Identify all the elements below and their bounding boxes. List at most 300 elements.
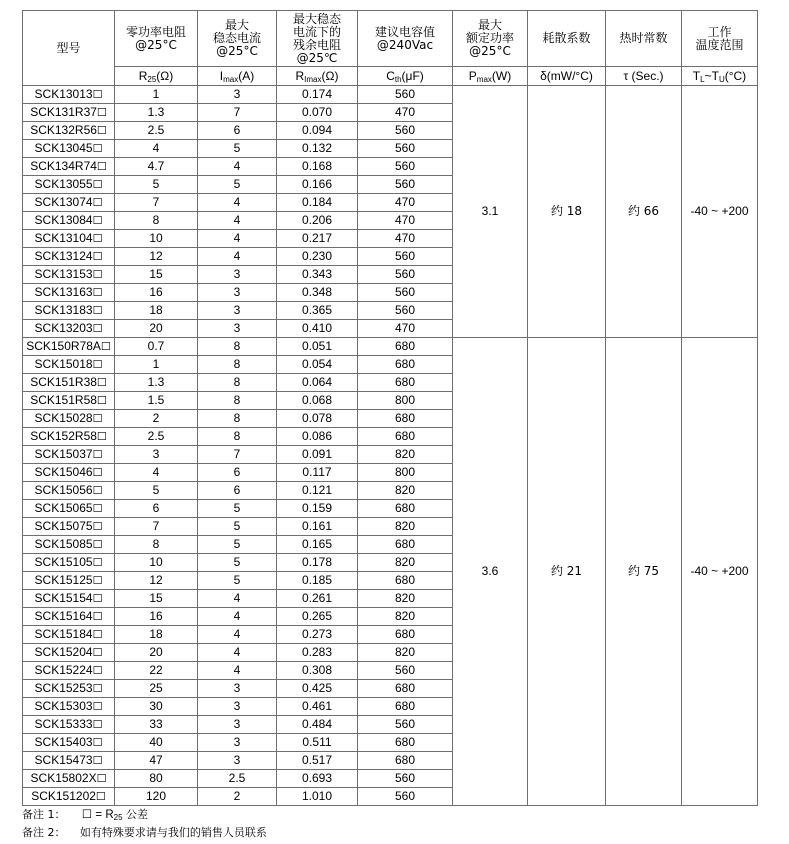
tolerance-box-symbol: ☐	[96, 430, 107, 443]
cell-imax: 4	[198, 662, 277, 680]
cell-rimax: 0.206	[277, 212, 358, 230]
cell-cth: 560	[358, 176, 453, 194]
cell-imax: 4	[198, 644, 277, 662]
cell-model	[23, 230, 115, 248]
cell-cth: 680	[358, 572, 453, 590]
cell-r25: 4.7	[115, 158, 198, 176]
model-code: SCK13013	[34, 87, 93, 101]
cell-imax: 7	[198, 104, 277, 122]
cell-rimax: 0.070	[277, 104, 358, 122]
header-max-steady-current: 最大 稳态电流 @25°C	[198, 11, 277, 67]
cell-cth: 470	[358, 104, 453, 122]
unit-max-rated-power	[453, 67, 528, 86]
model-code: SCK15224	[34, 663, 93, 677]
cell-model	[23, 536, 115, 554]
model-code: SCK15154	[34, 591, 93, 605]
tolerance-box-symbol: ☐	[92, 646, 103, 659]
note-2-label: 备注 2：	[22, 826, 66, 839]
cell-r25: 7	[115, 194, 198, 212]
unit-part-sub: max	[223, 74, 239, 84]
tolerance-box-symbol: ☐	[92, 628, 103, 641]
cell-r25: 40	[115, 734, 198, 752]
model-code: SCK152R58	[30, 429, 97, 443]
cell-imax: 4	[198, 248, 277, 266]
cell-rimax: 0.094	[277, 122, 358, 140]
cell-imax: 3	[198, 266, 277, 284]
cell-r25: 47	[115, 752, 198, 770]
cell-model	[23, 572, 115, 590]
tolerance-box-symbol: ☐	[96, 160, 107, 173]
cell-model	[23, 374, 115, 392]
header-row-units	[23, 67, 758, 86]
cell-r25: 120	[115, 788, 198, 806]
cell-rimax: 0.091	[277, 446, 358, 464]
cell-r25: 10	[115, 230, 198, 248]
cell-r25: 12	[115, 572, 198, 590]
cell-imax: 4	[198, 608, 277, 626]
cell-rimax: 0.343	[277, 266, 358, 284]
cell-imax: 4	[198, 194, 277, 212]
cell-r25: 10	[115, 554, 198, 572]
cell-imax: 8	[198, 374, 277, 392]
cell-r25: 5	[115, 176, 198, 194]
cell-model	[23, 158, 115, 176]
cell-imax: 4	[198, 626, 277, 644]
cell-cth: 680	[358, 500, 453, 518]
cell-cth: 820	[358, 518, 453, 536]
header-model: 型号	[23, 11, 115, 86]
spec-table-body	[23, 86, 758, 806]
cell-rimax: 0.166	[277, 176, 358, 194]
cell-time-constant: 约 75	[606, 338, 682, 806]
cell-rimax: 0.161	[277, 518, 358, 536]
cell-r25: 25	[115, 680, 198, 698]
model-code: SCK15333	[34, 717, 93, 731]
cell-r25: 0.7	[115, 338, 198, 356]
model-code: SCK13203	[34, 321, 93, 335]
tolerance-box-symbol: ☐	[92, 466, 103, 479]
cell-cth: 560	[358, 716, 453, 734]
tolerance-box-symbol: ☐	[92, 412, 103, 425]
unit-part-tail: ~T	[704, 68, 719, 83]
unit-operating-temp-range	[682, 67, 758, 86]
tolerance-box-symbol: ☐	[92, 520, 103, 533]
cell-rimax: 0.230	[277, 248, 358, 266]
tolerance-box-symbol: ☐	[92, 754, 103, 767]
cell-imax: 8	[198, 356, 277, 374]
unit-part-main: R	[295, 68, 305, 83]
cell-cth: 560	[358, 284, 453, 302]
tolerance-box-symbol: ☐	[92, 664, 103, 677]
cell-imax: 2.5	[198, 770, 277, 788]
cell-imax: 6	[198, 464, 277, 482]
header-max-rated-power: 最大 额定功率 @25°C	[453, 11, 528, 67]
cell-r25: 2	[115, 410, 198, 428]
model-code: SCK13074	[34, 195, 93, 209]
cell-cth: 800	[358, 392, 453, 410]
cell-rimax: 0.064	[277, 374, 358, 392]
cell-imax: 3	[198, 752, 277, 770]
cell-cth: 560	[358, 770, 453, 788]
unit-part-tail: (Ω)	[156, 68, 174, 83]
cell-imax: 5	[198, 536, 277, 554]
cell-model	[23, 698, 115, 716]
cell-model	[23, 590, 115, 608]
cell-r25: 30	[115, 698, 198, 716]
model-code: SCK15253	[34, 681, 93, 695]
cell-model	[23, 608, 115, 626]
note-1	[22, 806, 267, 824]
unit-part-tail: (W)	[491, 68, 512, 83]
cell-pmax: 3.6	[453, 338, 528, 806]
cell-imax: 5	[198, 176, 277, 194]
cell-cth: 560	[358, 662, 453, 680]
note-1-sub: 25	[113, 813, 123, 822]
cell-model	[23, 392, 115, 410]
cell-cth: 470	[358, 320, 453, 338]
tolerance-box-symbol: ☐	[92, 736, 103, 749]
cell-rimax: 0.261	[277, 590, 358, 608]
tolerance-box-symbol: ☐	[92, 502, 103, 515]
model-code: SCK132R56	[30, 123, 97, 137]
cell-imax: 3	[198, 302, 277, 320]
cell-cth: 560	[358, 122, 453, 140]
unit-part-main: R	[138, 68, 148, 83]
tolerance-box-symbol: ☐	[92, 484, 103, 497]
model-code: SCK15125	[34, 573, 93, 587]
cell-model	[23, 320, 115, 338]
model-code: SCK13183	[34, 303, 93, 317]
cell-r25: 20	[115, 320, 198, 338]
spec-table	[22, 10, 758, 806]
tolerance-box-symbol: ☐	[92, 358, 103, 371]
cell-imax: 3	[198, 698, 277, 716]
unit-part-sub: 25	[147, 74, 157, 84]
unit-part-sub: max	[476, 74, 492, 84]
model-code: SCK15303	[34, 699, 93, 713]
cell-model	[23, 356, 115, 374]
cell-cth: 680	[358, 536, 453, 554]
cell-cth: 820	[358, 608, 453, 626]
cell-r25: 16	[115, 284, 198, 302]
cell-imax: 6	[198, 122, 277, 140]
cell-rimax: 0.425	[277, 680, 358, 698]
model-code: SCK15085	[34, 537, 93, 551]
cell-model	[23, 428, 115, 446]
tolerance-box-symbol: ☐	[92, 574, 103, 587]
cell-rimax: 0.078	[277, 410, 358, 428]
cell-model	[23, 680, 115, 698]
cell-imax: 7	[198, 446, 277, 464]
cell-model	[23, 644, 115, 662]
model-code: SCK150R78A	[26, 339, 101, 353]
cell-r25: 16	[115, 608, 198, 626]
model-code: SCK15075	[34, 519, 93, 533]
tolerance-box-symbol: ☐	[96, 376, 107, 389]
header-suggested-capacitance: 建议电容值 @240Vac	[358, 11, 453, 67]
cell-r25: 1.5	[115, 392, 198, 410]
model-code: SCK15473	[34, 753, 93, 767]
cell-r25: 15	[115, 266, 198, 284]
cell-rimax: 0.517	[277, 752, 358, 770]
unit-part-sub: th	[394, 74, 402, 84]
cell-rimax: 0.165	[277, 536, 358, 554]
cell-rimax: 0.174	[277, 86, 358, 104]
cell-cth: 470	[358, 194, 453, 212]
cell-cth: 680	[358, 734, 453, 752]
header-dissipation-factor: 耗散系数	[528, 11, 606, 67]
cell-model	[23, 86, 115, 104]
cell-rimax: 0.365	[277, 302, 358, 320]
cell-cth: 560	[358, 266, 453, 284]
cell-model	[23, 104, 115, 122]
tolerance-box-symbol: ☐	[92, 214, 103, 227]
cell-model	[23, 716, 115, 734]
cell-imax: 2	[198, 788, 277, 806]
cell-model	[23, 752, 115, 770]
model-code: SCK13153	[34, 267, 93, 281]
cell-imax: 5	[198, 518, 277, 536]
cell-model	[23, 482, 115, 500]
cell-cth: 680	[358, 626, 453, 644]
tolerance-box-symbol: ☐	[92, 322, 103, 335]
tolerance-box-symbol: ☐	[92, 556, 103, 569]
note-2	[22, 824, 267, 842]
cell-rimax: 0.184	[277, 194, 358, 212]
unit-part-main: C	[386, 68, 395, 83]
cell-r25: 18	[115, 302, 198, 320]
cell-imax: 3	[198, 284, 277, 302]
tolerance-box-symbol: ☐	[92, 250, 103, 263]
cell-cth: 560	[358, 86, 453, 104]
cell-dissipation: 约 18	[528, 86, 606, 338]
cell-imax: 4	[198, 212, 277, 230]
cell-imax: 5	[198, 140, 277, 158]
model-code: SCK15403	[34, 735, 93, 749]
cell-imax: 8	[198, 428, 277, 446]
cell-imax: 5	[198, 500, 277, 518]
model-code: SCK15018	[34, 357, 93, 371]
cell-rimax: 0.273	[277, 626, 358, 644]
tolerance-box-symbol: ☐	[92, 304, 103, 317]
tolerance-box-symbol: ☐	[92, 196, 103, 209]
cell-imax: 3	[198, 680, 277, 698]
model-code: SCK15037	[34, 447, 93, 461]
cell-rimax: 0.283	[277, 644, 358, 662]
model-code: SCK13104	[34, 231, 93, 245]
cell-imax: 5	[198, 572, 277, 590]
tolerance-box-symbol: ☐	[96, 772, 107, 785]
unit-part-sub2: U	[718, 74, 725, 84]
cell-model	[23, 194, 115, 212]
cell-cth: 820	[358, 554, 453, 572]
cell-model	[23, 284, 115, 302]
cell-r25: 18	[115, 626, 198, 644]
cell-rimax: 0.484	[277, 716, 358, 734]
model-code: SCK13163	[34, 285, 93, 299]
cell-r25: 7	[115, 518, 198, 536]
unit-part-main: τ (Sec.)	[623, 68, 664, 83]
model-code: SCK15164	[34, 609, 93, 623]
cell-temp-range: -40 ~ +200	[682, 86, 758, 338]
tolerance-box-symbol: ☐	[92, 88, 103, 101]
cell-r25: 33	[115, 716, 198, 734]
tolerance-box-symbol: ☐	[92, 142, 103, 155]
table-row	[23, 338, 758, 356]
cell-cth: 470	[358, 212, 453, 230]
cell-model	[23, 788, 115, 806]
cell-rimax: 0.308	[277, 662, 358, 680]
cell-cth: 680	[358, 428, 453, 446]
cell-r25: 8	[115, 536, 198, 554]
cell-imax: 4	[198, 158, 277, 176]
cell-rimax: 0.086	[277, 428, 358, 446]
note-1-text: ☐ = R	[81, 809, 114, 821]
cell-r25: 3	[115, 446, 198, 464]
cell-cth: 800	[358, 464, 453, 482]
tolerance-box-symbol: ☐	[92, 682, 103, 695]
cell-rimax: 0.185	[277, 572, 358, 590]
header-row-names	[23, 11, 758, 67]
tolerance-box-symbol: ☐	[92, 232, 103, 245]
cell-cth: 820	[358, 482, 453, 500]
model-code: SCK13055	[34, 177, 93, 191]
tolerance-box-symbol: ☐	[92, 718, 103, 731]
model-code: SCK15204	[34, 645, 93, 659]
cell-cth: 820	[358, 590, 453, 608]
cell-cth: 680	[358, 338, 453, 356]
cell-imax: 6	[198, 482, 277, 500]
model-code: SCK151R58	[30, 393, 97, 407]
cell-cth: 560	[358, 158, 453, 176]
cell-cth: 680	[358, 410, 453, 428]
cell-cth: 560	[358, 248, 453, 266]
unit-part-tail: (Ω)	[321, 68, 339, 83]
cell-rimax: 0.511	[277, 734, 358, 752]
tolerance-box-symbol: ☐	[92, 700, 103, 713]
unit-max-steady-current	[198, 67, 277, 86]
cell-model	[23, 410, 115, 428]
model-code: SCK151202	[31, 789, 96, 803]
cell-model	[23, 518, 115, 536]
cell-rimax: 0.132	[277, 140, 358, 158]
model-code: SCK13045	[34, 141, 93, 155]
cell-time-constant: 约 66	[606, 86, 682, 338]
table-row	[23, 86, 758, 104]
model-code: SCK13124	[34, 249, 93, 263]
cell-cth: 680	[358, 680, 453, 698]
cell-r25: 12	[115, 248, 198, 266]
cell-imax: 5	[198, 554, 277, 572]
cell-cth: 680	[358, 752, 453, 770]
cell-r25: 2.5	[115, 122, 198, 140]
tolerance-box-symbol: ☐	[92, 268, 103, 281]
cell-rimax: 0.117	[277, 464, 358, 482]
note-1-label: 备注 1：	[22, 808, 66, 821]
cell-r25: 20	[115, 644, 198, 662]
cell-model	[23, 554, 115, 572]
cell-imax: 3	[198, 320, 277, 338]
cell-rimax: 0.054	[277, 356, 358, 374]
unit-part-main: P	[468, 68, 477, 83]
cell-r25: 1	[115, 356, 198, 374]
cell-imax: 3	[198, 734, 277, 752]
cell-r25: 1	[115, 86, 198, 104]
cell-imax: 3	[198, 716, 277, 734]
note-1-post: 公差	[122, 808, 149, 821]
cell-model	[23, 176, 115, 194]
cell-dissipation: 约 21	[528, 338, 606, 806]
cell-rimax: 0.348	[277, 284, 358, 302]
cell-r25: 1.3	[115, 374, 198, 392]
cell-cth: 680	[358, 698, 453, 716]
notes	[22, 806, 267, 842]
tolerance-box-symbol: ☐	[92, 286, 103, 299]
model-code: SCK15105	[34, 555, 93, 569]
cell-cth: 560	[358, 788, 453, 806]
cell-model	[23, 248, 115, 266]
tolerance-box-symbol: ☐	[92, 538, 103, 551]
cell-r25: 4	[115, 140, 198, 158]
cell-imax: 3	[198, 86, 277, 104]
cell-model	[23, 212, 115, 230]
tolerance-box-symbol: ☐	[92, 448, 103, 461]
cell-rimax: 0.051	[277, 338, 358, 356]
cell-imax: 8	[198, 392, 277, 410]
model-code: SCK15028	[34, 411, 93, 425]
unit-part-sub: L	[700, 74, 705, 84]
model-code: SCK151R38	[30, 375, 97, 389]
cell-cth: 680	[358, 374, 453, 392]
cell-model	[23, 662, 115, 680]
tolerance-box-symbol: ☐	[92, 610, 103, 623]
cell-rimax: 0.121	[277, 482, 358, 500]
header-thermal-time-constant: 热时常数	[606, 11, 682, 67]
tolerance-box-symbol: ☐	[92, 592, 103, 605]
cell-model	[23, 626, 115, 644]
model-code: SCK15802X	[30, 771, 97, 785]
tolerance-box-symbol: ☐	[100, 340, 111, 353]
cell-imax: 8	[198, 410, 277, 428]
cell-model	[23, 140, 115, 158]
cell-r25: 15	[115, 590, 198, 608]
cell-rimax: 0.265	[277, 608, 358, 626]
unit-part-main: I	[219, 68, 224, 83]
unit-part-sub: Imax	[304, 74, 322, 84]
cell-pmax: 3.1	[453, 86, 528, 338]
tolerance-box-symbol: ☐	[95, 790, 106, 803]
cell-model	[23, 734, 115, 752]
cell-rimax: 0.217	[277, 230, 358, 248]
cell-temp-range: -40 ~ +200	[682, 338, 758, 806]
model-code: SCK15184	[34, 627, 93, 641]
model-code: SCK15046	[34, 465, 93, 479]
cell-imax: 8	[198, 338, 277, 356]
model-code: SCK13084	[34, 213, 93, 227]
cell-r25: 80	[115, 770, 198, 788]
cell-r25: 22	[115, 662, 198, 680]
unit-part-tail2: (°C)	[724, 68, 747, 83]
cell-model	[23, 446, 115, 464]
cell-rimax: 0.068	[277, 392, 358, 410]
cell-model	[23, 122, 115, 140]
unit-part-tail: (A)	[238, 68, 255, 83]
cell-cth: 820	[358, 644, 453, 662]
cell-cth: 560	[358, 140, 453, 158]
tolerance-box-symbol: ☐	[96, 106, 107, 119]
cell-model	[23, 464, 115, 482]
cell-rimax: 0.159	[277, 500, 358, 518]
